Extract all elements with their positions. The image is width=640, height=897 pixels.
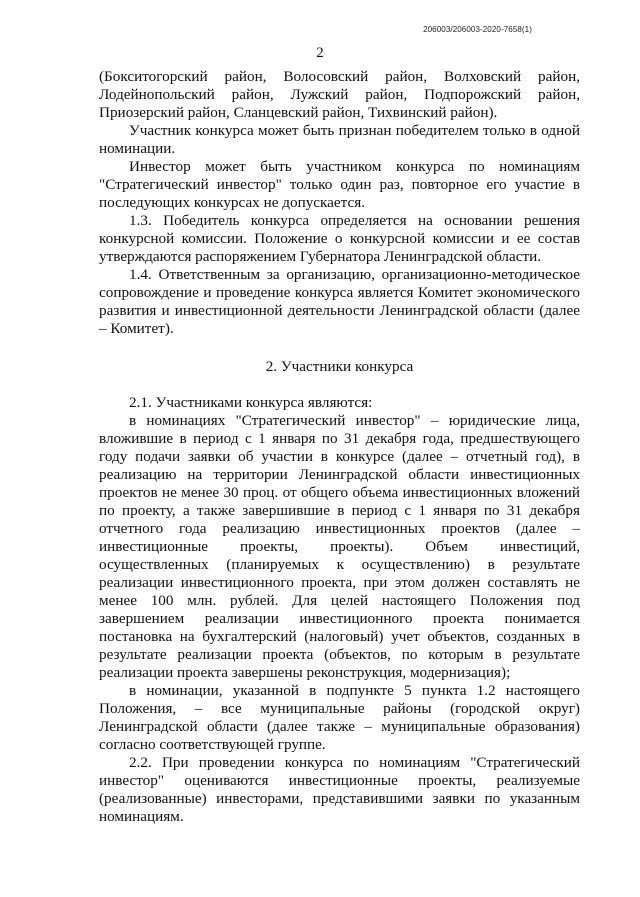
paragraph-strategic-investor: в номинациях "Стратегический инвестор" – юридические лица, вложившие в период с 1 января по 31 декабря года, предшествующего году подачи заявки об участии в конкурсе (далее – отчетный год), в реализацию на территории Ленинградской области инвестиционных проектов не менее 30 проц. от общего объема инвестиционных вложений по проекту, а также завершившие в период с 1 января по 31 декабря отчетного года реализацию инвестиционных проектов (далее – инвестиционные проекты, проекты). Объем инвестиций, осуществленных (планируемых к осуществлению) в результате реализации инвестиционного проекта, при этом должен составлять не менее 100 млн. рублей. Для целей настоящего Положения под завершением реализации инвестиционного проекта понимается постановка на бухгалтерский (налоговый) учет объектов, созданных в результате реализации проекта (объектов, по которым в результате реализации проекта завершены реконструкция, модернизация); bbox=[99, 412, 580, 681]
page-number: 2 bbox=[316, 45, 324, 61]
paragraph-2-1: 2.1. Участниками конкурса являются: bbox=[129, 394, 373, 411]
section-heading: 2. Участники конкурса bbox=[265, 358, 414, 375]
paragraph-1-4: 1.4. Ответственным за организацию, организационно-методическое сопровождение и проведение конкурса является Комитет экономического развития и инвестиционной деятельности Ленинградской области (далее – Комитет). bbox=[99, 266, 580, 337]
paragraph-municipal-nomination: в номинации, указанной в подпункте 5 пункта 1.2 настоящего Положения, – все муниципальные районы (городской округ) Ленинградской области (далее также – муниципальные образования) согласно соответствующей группе. bbox=[99, 682, 580, 753]
document-id: 206003/206003-2020-7658(1) bbox=[423, 25, 532, 34]
paragraph-district-list: (Бокситогорский район, Волосовский район, Волховский район, Лодейнопольский район, Лужский район, Подпорожский район, Приозерский район, Сланцевский район, Тихвинский район). bbox=[99, 68, 580, 121]
paragraph-investor-once: Инвестор может быть участником конкурса по номинациям "Стратегический инвестор" только один раз, повторное его участие в последующих конкурсах не допускается. bbox=[99, 158, 580, 211]
paragraph-single-nomination: Участник конкурса может быть признан победителем только в одной номинации. bbox=[99, 122, 580, 157]
paragraph-2-2: 2.2. При проведении конкурса по номинациям "Стратегический инвестор" оцениваются инвестиционные проекты, реализуемые (реализованные) инвесторами, представившими заявки по указанным номинациям. bbox=[99, 754, 580, 825]
document-body bbox=[99, 68, 580, 826]
paragraph-1-3: 1.3. Победитель конкурса определяется на основании решения конкурсной комиссии. Положение о конкурсной комиссии и ее состав утверждаются распоряжением Губернатора Ленинградской области. bbox=[99, 212, 580, 265]
